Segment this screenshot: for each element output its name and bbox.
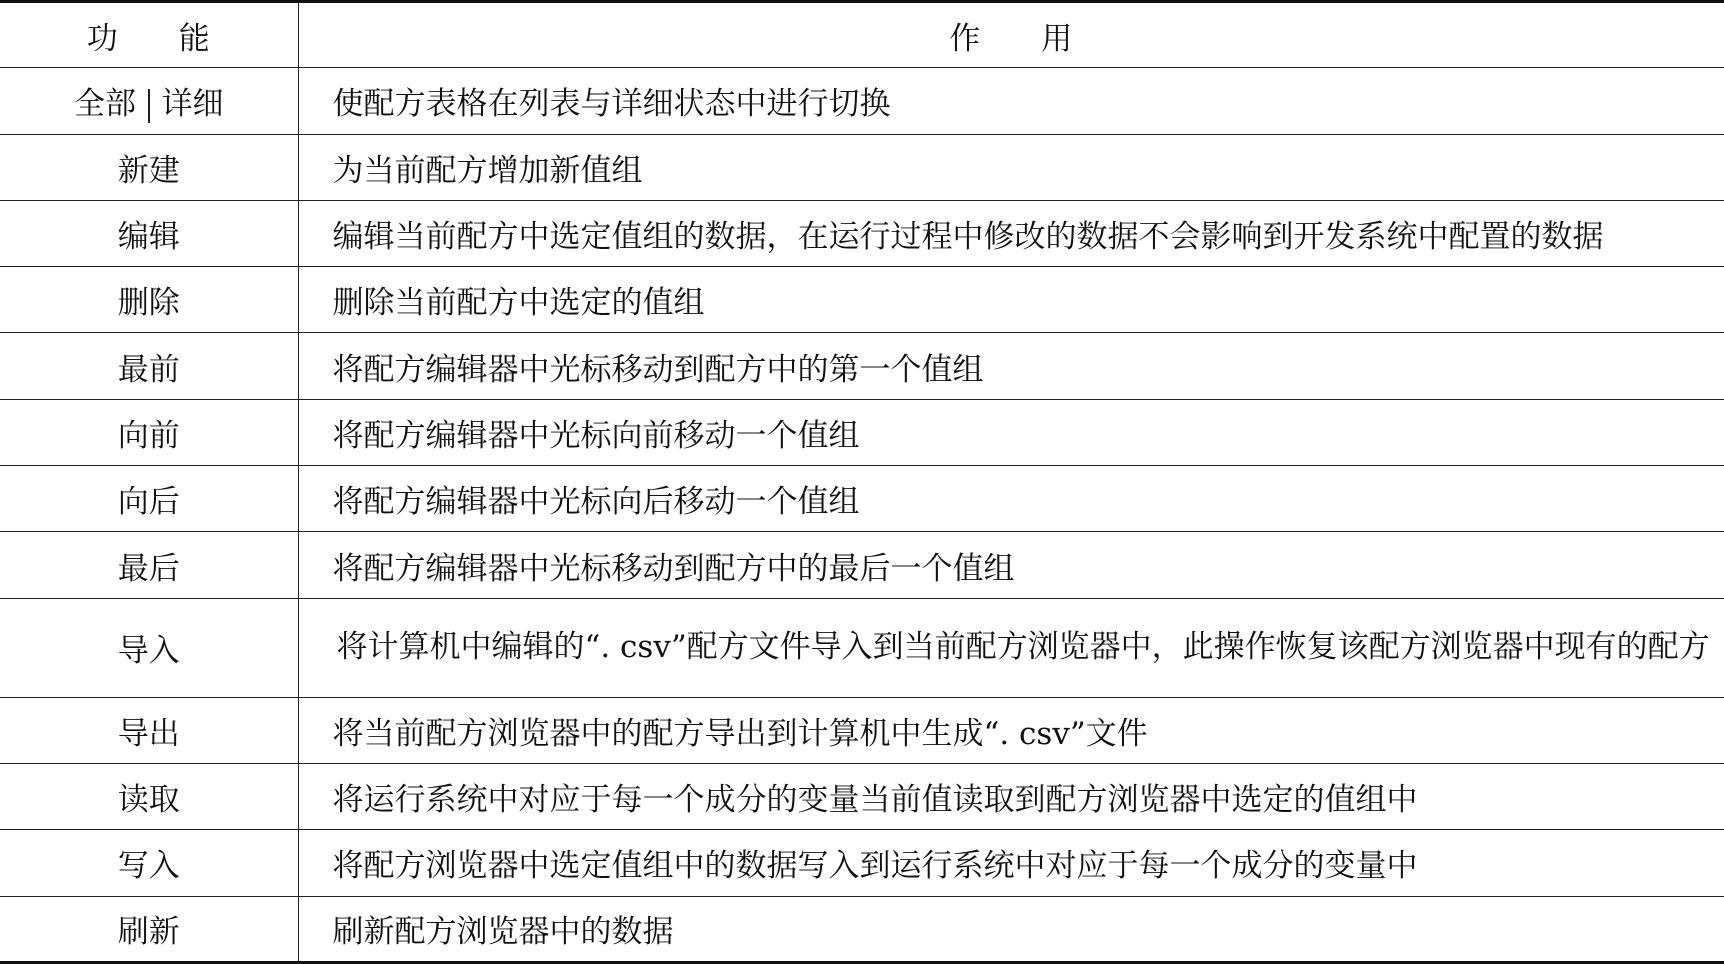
description-cell: 将计算机中编辑的“. csv”配方文件导入到当前配方浏览器中，此操作恢复该配方浏览器中现有的配方 — [298, 598, 1724, 697]
header-use-b: 用 — [1041, 20, 1074, 57]
table-row — [0, 532, 1724, 598]
function-cell: 导入 — [0, 598, 298, 697]
table-header-row — [0, 2, 1724, 68]
table-row — [0, 267, 1724, 333]
table-row — [0, 134, 1724, 200]
description-cell: 将配方编辑器中光标移动到配方中的最后一个值组 — [298, 532, 1724, 598]
table-row — [0, 763, 1724, 829]
function-cell: 向前 — [0, 399, 298, 465]
table-row — [0, 697, 1724, 763]
description-cell: 将配方编辑器中光标向后移动一个值组 — [298, 466, 1724, 532]
function-cell: 最后 — [0, 532, 298, 598]
function-detail: 详细 — [161, 86, 224, 123]
table-row — [0, 830, 1724, 896]
function-all: 全部 — [74, 86, 136, 123]
function-cell — [0, 68, 298, 134]
function-cell: 导出 — [0, 697, 298, 763]
header-use — [298, 2, 1724, 68]
description-cell: 删除当前配方中选定的值组 — [298, 267, 1724, 333]
table-row — [0, 466, 1724, 532]
description-cell: 将运行系统中对应于每一个成分的变量当前值读取到配方浏览器中选定的值组中 — [298, 763, 1724, 829]
table-row — [0, 598, 1724, 697]
function-cell: 向后 — [0, 466, 298, 532]
header-function-b: 能 — [178, 20, 211, 57]
header-function — [0, 2, 298, 68]
table-row — [0, 333, 1724, 399]
function-cell: 删除 — [0, 267, 298, 333]
function-cell: 刷新 — [0, 896, 298, 962]
separator — [148, 89, 150, 123]
function-cell: 最前 — [0, 333, 298, 399]
table-row — [0, 68, 1724, 134]
description-cell: 为当前配方增加新值组 — [298, 134, 1724, 200]
table-row — [0, 399, 1724, 465]
function-cell: 新建 — [0, 134, 298, 200]
function-cell: 编辑 — [0, 200, 298, 266]
header-function-a: 功 — [86, 20, 119, 57]
function-cell: 写入 — [0, 830, 298, 896]
table-row — [0, 896, 1724, 962]
description-cell: 将配方编辑器中光标移动到配方中的第一个值组 — [298, 333, 1724, 399]
table-row — [0, 200, 1724, 266]
function-cell: 读取 — [0, 763, 298, 829]
description-cell: 使配方表格在列表与详细状态中进行切换 — [298, 68, 1724, 134]
description-cell: 将当前配方浏览器中的配方导出到计算机中生成“. csv”文件 — [298, 697, 1724, 763]
header-use-a: 作 — [949, 20, 982, 57]
description-cell: 刷新配方浏览器中的数据 — [298, 896, 1724, 962]
description-cell: 编辑当前配方中选定值组的数据，在运行过程中修改的数据不会影响到开发系统中配置的数据 — [298, 200, 1724, 266]
description-cell: 将配方编辑器中光标向前移动一个值组 — [298, 399, 1724, 465]
description-cell: 将配方浏览器中选定值组中的数据写入到运行系统中对应于每一个成分的变量中 — [298, 830, 1724, 896]
